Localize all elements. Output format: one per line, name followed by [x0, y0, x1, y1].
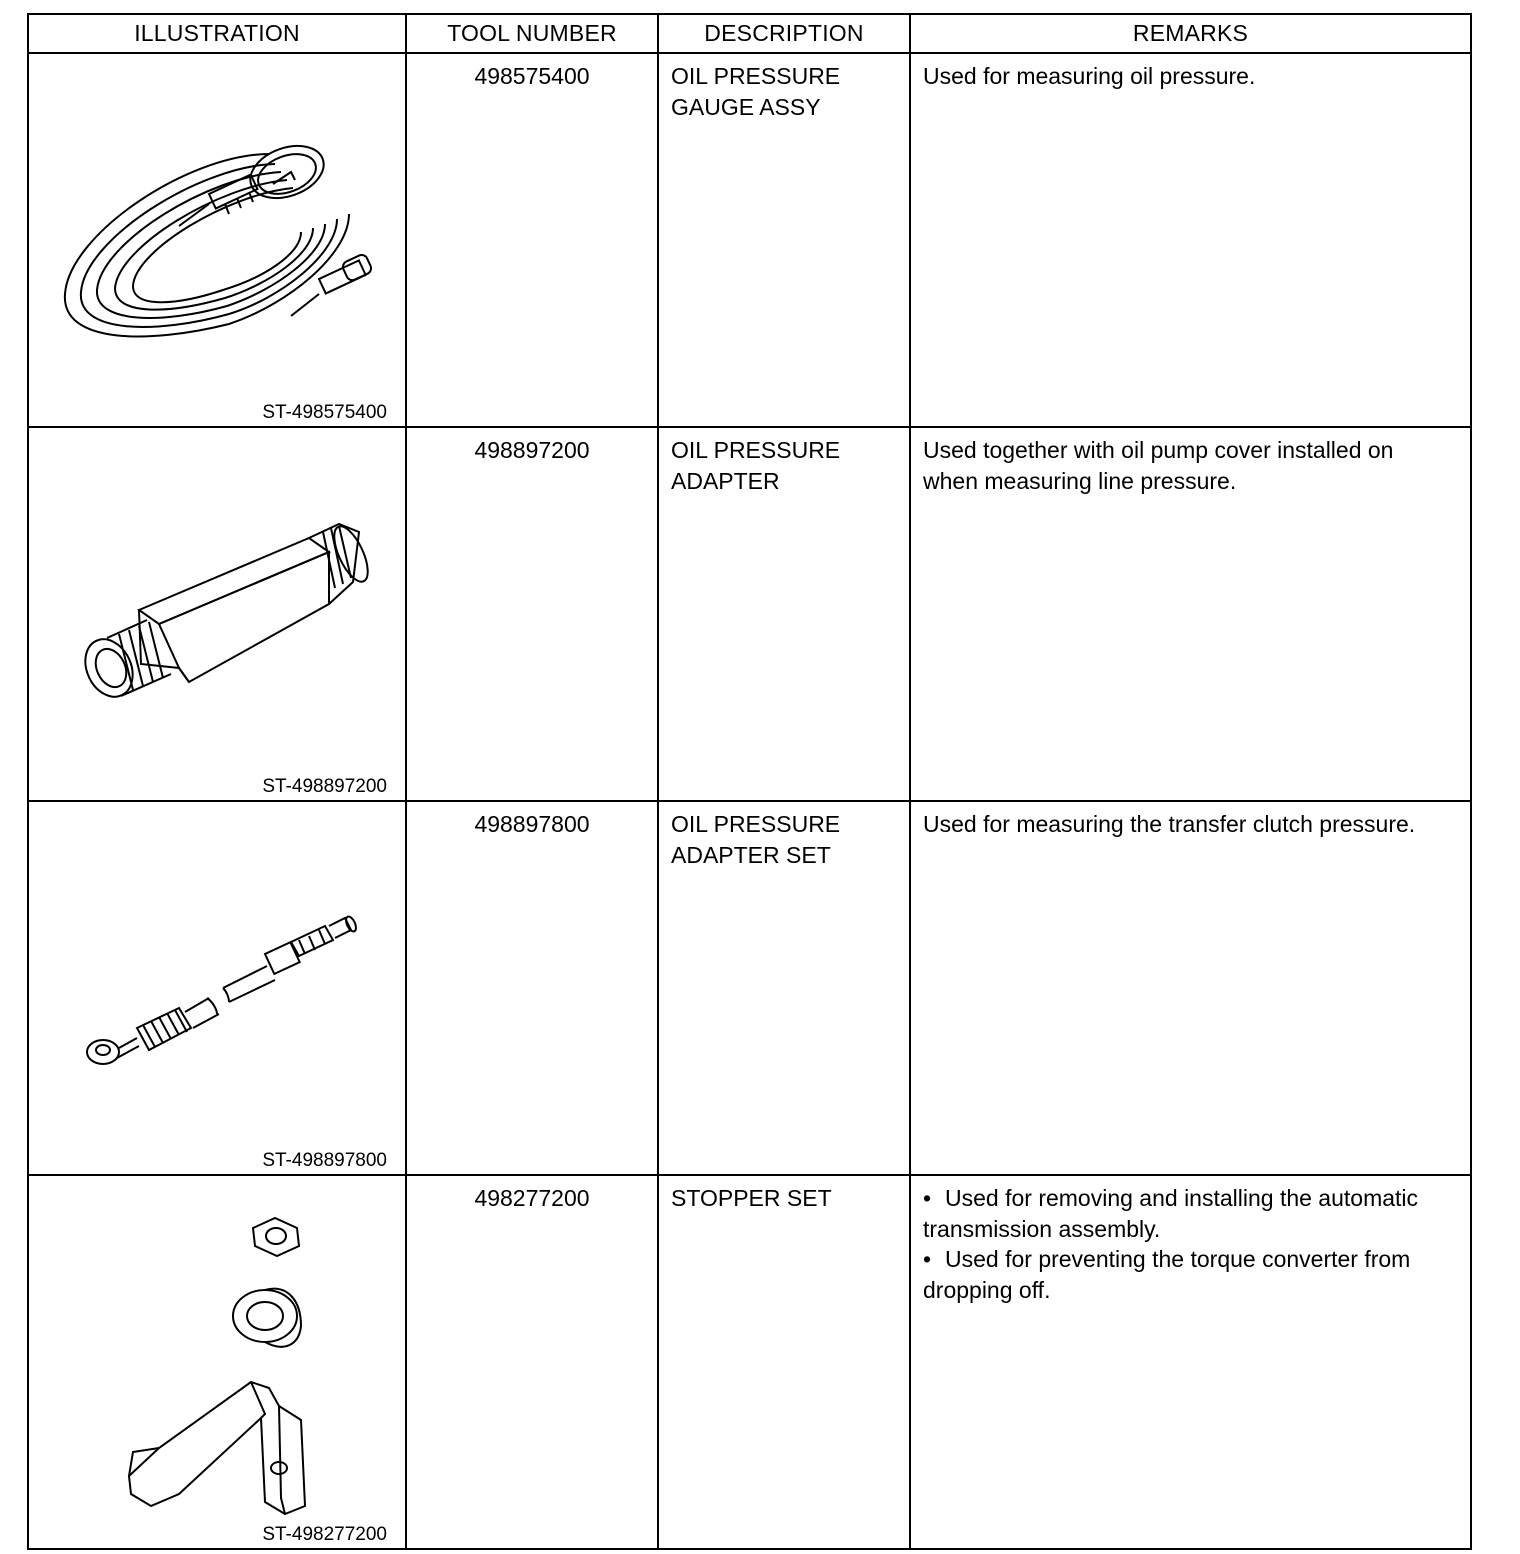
remarks-line: Used for removing and installing the automatic [945, 1185, 1419, 1211]
tool-number-cell: 498575400 [406, 53, 658, 427]
illustration-code: ST-498575400 [262, 402, 387, 423]
description-cell [658, 427, 910, 801]
description-line: ADAPTER SET [671, 841, 831, 868]
bullet-marker: • [923, 1246, 932, 1272]
description-line: GAUGE ASSY [671, 93, 821, 120]
description-cell [658, 53, 910, 427]
header-row [28, 14, 1471, 53]
tool-number-cell: 498277200 [406, 1175, 658, 1549]
description-line: OIL PRESSURE [671, 811, 841, 837]
remarks-line: Used for preventing the torque converter from [945, 1246, 1411, 1272]
bullet-marker: • [923, 1185, 932, 1211]
illustration-code: ST-498277200 [262, 1524, 387, 1545]
header-remarks: REMARKS [910, 14, 1471, 53]
tool-number-cell: 498897800 [406, 801, 658, 1175]
remarks-line: Used for measuring the transfer clutch pressure. [923, 811, 1416, 837]
illustration-code: ST-498897800 [262, 1150, 387, 1171]
remarks-line: dropping off. [923, 1276, 1051, 1303]
illustration-cell [28, 801, 406, 1175]
header-illustration: ILLUSTRATION [28, 14, 406, 53]
tool-number-cell: 498897200 [406, 427, 658, 801]
oil-pressure-gauge-icon [29, 54, 407, 419]
remarks-line: transmission assembly. [923, 1215, 1161, 1242]
remarks-cell [910, 1175, 1471, 1549]
remarks-cell [910, 53, 1471, 427]
oil-pressure-adapter-set-icon [29, 802, 407, 1167]
description-line: STOPPER SET [671, 1185, 832, 1211]
illustration-cell [28, 1175, 406, 1549]
stopper-set-icon [29, 1176, 407, 1541]
remarks-bullet-item [923, 1183, 1462, 1244]
remarks-cell [910, 801, 1471, 1175]
table-row [28, 53, 1471, 427]
description-cell [658, 801, 910, 1175]
description-line: OIL PRESSURE [671, 437, 841, 463]
header-tool-number: TOOL NUMBER [406, 14, 658, 53]
description-cell [658, 1175, 910, 1549]
remarks-line: Used together with oil pump cover installed on [923, 437, 1394, 463]
table-row [28, 1175, 1471, 1549]
description-line: ADAPTER [671, 467, 780, 494]
illustration-code: ST-498897200 [262, 776, 387, 797]
remarks-line: when measuring line pressure. [923, 467, 1237, 494]
table-row [28, 427, 1471, 801]
oil-pressure-adapter-icon [29, 428, 407, 793]
special-tools-table [27, 13, 1472, 1550]
table-row [28, 801, 1471, 1175]
remarks-bullet-item [923, 1244, 1462, 1305]
header-description: DESCRIPTION [658, 14, 910, 53]
remarks-cell [910, 427, 1471, 801]
remarks-line: Used for measuring oil pressure. [923, 63, 1256, 89]
description-line: OIL PRESSURE [671, 63, 841, 89]
illustration-cell [28, 427, 406, 801]
illustration-cell [28, 53, 406, 427]
